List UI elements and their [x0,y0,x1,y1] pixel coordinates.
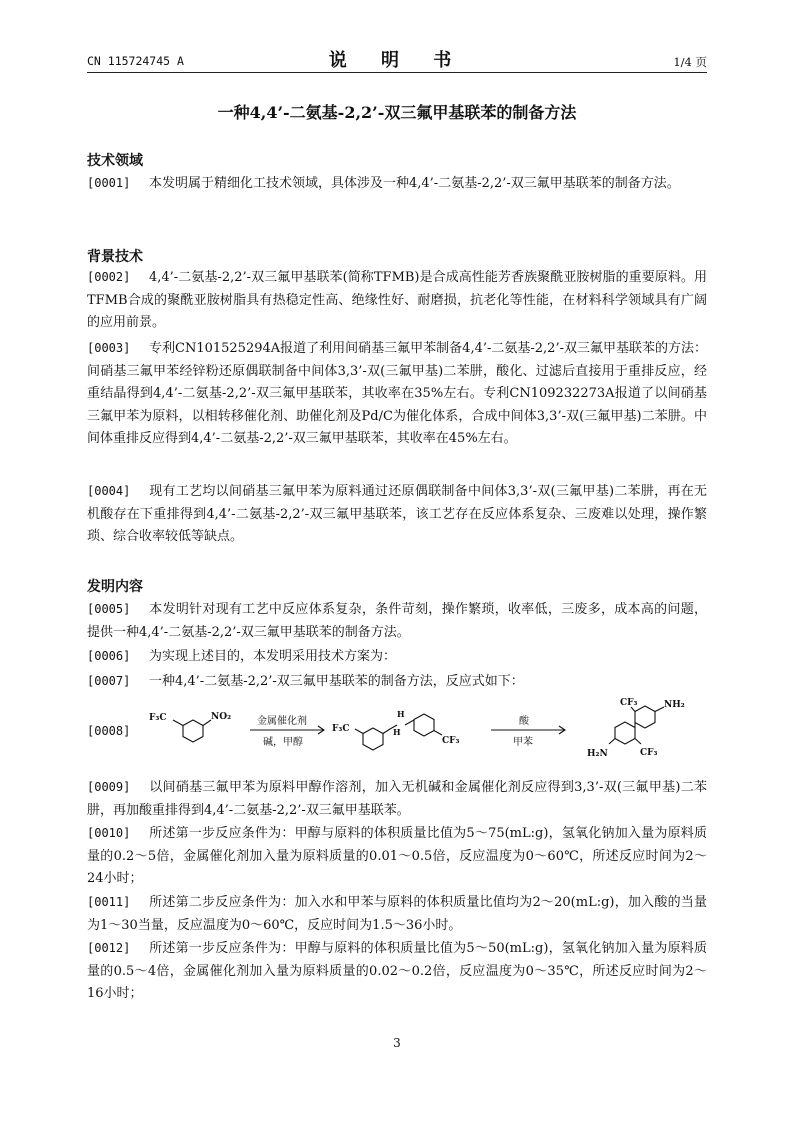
paragraph-0011 [87,891,707,937]
paragraph-id: [0007] [87,674,131,688]
label-step2-above: 酸 [519,716,529,727]
label-int-cf3-right: CF₃ [442,736,460,746]
paragraph-0001 [87,172,707,196]
paragraph-0005 [87,598,707,644]
benzene-ring-prod-upper [635,706,655,728]
paragraph-text: 为实现上述目的，本发明采用技术方案为： [149,649,397,664]
paragraph-text: 所述第一步反应条件为：甲醇与原料的体积质量比值为5～75(mL:g)，氢氧化钠加入量为原料质量的0.2～5倍，金属催化剂加入量为原料质量的0.01～0.5倍，反应温度为0～60℃，所述反应时间为2～24小时； [87,826,707,886]
paragraph-id: [0006] [87,649,131,663]
label-sm-no2: NO₂ [211,712,232,722]
benzene-ring-sm [183,720,203,742]
benzene-ring-prod-lower [615,722,635,744]
section-heading-tech-field: 技术领域 [87,153,143,169]
paragraph-0004 [87,480,707,549]
paragraph-text: 所述第二步反应条件为：加入水和甲苯与原料的体积质量比值均为2～20(mL:g)，加入酸的当量为1～30当量，反应温度为0～60℃，反应时间为1.5～36小时。 [87,895,707,933]
paragraph-text: 本发明属于精细化工技术领域，具体涉及一种4,4’-二氨基-2,2’-双三氟甲基联苯的制备方法。 [149,176,680,191]
label-int-cf3-left: F₃C [332,724,350,734]
document-title: 一种4,4’-二氨基-2,2’-双三氟甲基联苯的制备方法 [217,103,577,122]
benzene-ring-int-left [363,728,383,750]
label-int-nh-lower: H [393,727,401,737]
page-number: 3 [393,1036,401,1050]
paragraph-id: [0009] [87,780,131,794]
paragraph-text: 专利CN101525294A报道了利用间硝基三氟甲苯制备4,4’-二氨基-2,2’-双三氟甲基联苯的方法：间硝基三氟甲苯经锌粉还原偶联制备中间体3,3’-双(三氟甲基)二苯肼，酸化、过滤后直接用于重排反应，经重结晶得到4,4’-二氨基-2,2’-双三氟甲基联苯，其收率在35%左右。专利CN109232273A报道了以间硝基三氟甲苯为原料，以相转移催化剂、助催化剂及Pd/C为催化体系，合成中间体3,3’-双(三氟甲基)二苯肼。中间体重排反应得到4,4’-二氨基-2,2’-双三氟甲基联苯，其收率在45%左右。 [87,341,707,446]
section-heading-summary: 发明内容 [87,579,143,595]
paragraph-id: [0001] [87,176,131,190]
paragraph-0010 [87,822,707,891]
page-of: 1/4 页 [673,55,707,69]
section-heading-background: 背景技术 [87,249,143,265]
label-int-nh-upper: H [397,709,405,719]
paragraph-0002 [87,266,707,335]
paragraph-0003 [87,337,707,451]
paragraph-text: 以间硝基三氟甲苯为原料甲醇作溶剂，加入无机碱和金属催化剂反应得到3,3’-双(三氟甲基)二苯肼，再加酸重排得到4,4’-二氨基-2,2’-双三氟甲基联苯。 [87,780,707,818]
label-prod-nh2-top: NH₂ [664,700,685,710]
section-title: 说 明 书 [328,50,466,71]
paragraph-id: [0010] [87,826,131,840]
reaction-scheme [87,698,707,768]
paragraph-id: [0012] [87,941,131,955]
paragraph-id: [0004] [87,484,131,498]
paragraph-0009 [87,776,707,822]
label-prod-cf3-top: CF₃ [620,698,638,708]
paragraph-text: 4,4’-二氨基-2,2’-双三氟甲基联苯(简称TFMB)是合成高性能芳香族聚酰亚胺树脂的重要原料。用TFMB合成的聚酰亚胺树脂具有热稳定性高、绝缘性好、耐磨损，抗老化等性能，在材料科学领域具有广阔的应用前景。 [87,270,707,330]
paragraph-id: [0003] [87,341,131,355]
label-sm-cf3: F₃C [149,713,167,723]
page-header [87,50,707,72]
label-step1-below: 碱，甲醇 [263,737,303,748]
paragraph-0012 [87,937,707,1006]
benzene-ring-int-right [414,714,434,736]
paragraph-0006 [87,645,707,669]
label-prod-nh2-bottom: H₂N [587,749,608,759]
label-prod-cf3-bottom: CF₃ [640,748,658,758]
paragraph-id: [0005] [87,602,131,616]
paragraph-id: [0008] [87,724,131,738]
doc-number: CN 115724745 A [87,54,184,68]
label-step1-above: 金属催化剂 [257,716,307,727]
reaction-diagram [87,698,707,768]
paragraph-id: [0002] [87,270,131,284]
paragraph-text: 现有工艺均以间硝基三氟甲苯为原料通过还原偶联制备中间体3,3’-双(三氟甲基)二苯肼，再在无机酸存在下重排得到4,4’-二氨基-2,2’-双三氟甲基联苯，该工艺存在反应体系复杂、三废难以处理，操作繁琐、综合收率较低等缺点。 [87,484,707,544]
header-rule [87,72,707,73]
paragraph-text: 本发明针对现有工艺中反应体系复杂，条件苛刻，操作繁琐，收率低，三废多，成本高的问题，提供一种4,4’-二氨基-2,2’-双三氟甲基联苯的制备方法。 [87,602,707,640]
label-step2-below: 甲苯 [513,737,533,748]
paragraph-text: 所述第一步反应条件为：甲醇与原料的体积质量比值为5～50(mL:g)，氢氧化钠加入量为原料质量的0.5～4倍，金属催化剂加入量为原料质量的0.02～0.2倍，反应温度为0～35℃，所述反应时间为2～16小时； [87,941,707,1001]
paragraph-0007 [87,670,707,694]
paragraph-text: 一种4,4’-二氨基-2,2’-双三氟甲基联苯的制备方法，反应式如下： [149,674,524,689]
paragraph-id: [0011] [87,895,131,909]
